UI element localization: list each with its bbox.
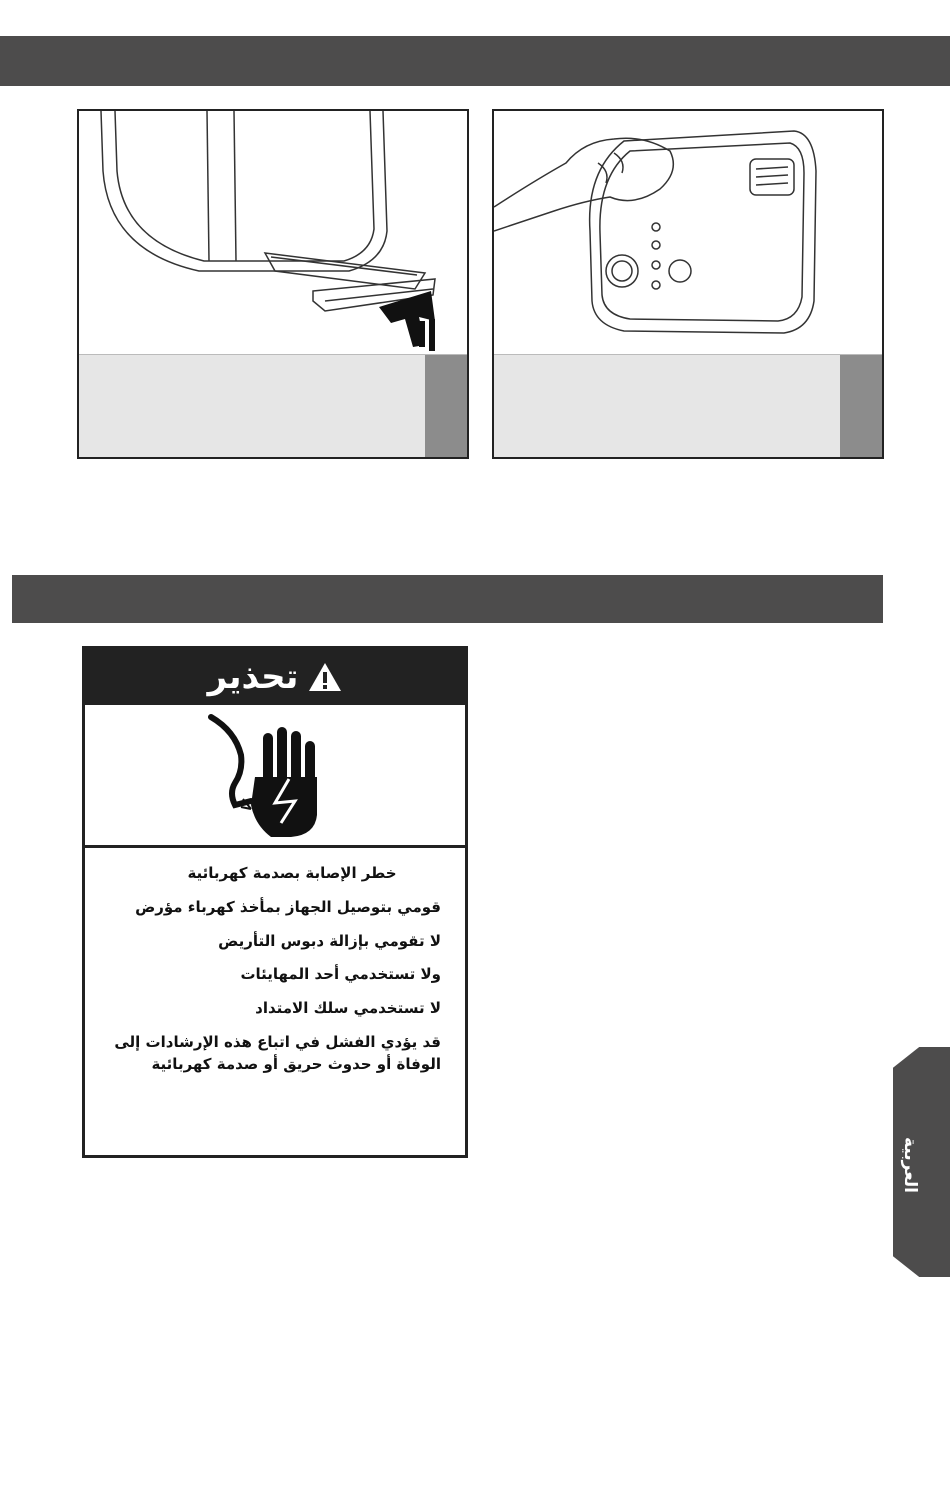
warning-line-grounded-outlet: قومي بتوصيل الجهاز بمأخذ كهرباء مؤرض — [135, 897, 441, 916]
push-arrow-icon — [379, 291, 435, 347]
warning-title: تحذير — [207, 657, 299, 697]
wipe-toaster-step-tab — [840, 355, 882, 457]
warning-line-shock-hazard: خطر الإصابة بصدمة كهربائية — [187, 864, 397, 882]
warning-header — [85, 649, 465, 705]
wipe-toaster-caption-area — [494, 354, 882, 457]
electric-shock-icon-area — [85, 705, 465, 848]
warning-line-consequence: قد يؤدي الفشل في اتباع هذه الإرشادات إلى الوفاة أو حدوث حريق أو صدمة كهربائية — [114, 1032, 441, 1073]
wipe-toaster-illustration — [494, 111, 882, 357]
warning-box — [82, 646, 468, 1158]
language-tab-label: العربية — [900, 1136, 921, 1194]
electric-shock-hand-icon — [85, 705, 471, 845]
warning-line-extension-cord: لا تستخدمي سلك الامتداد — [255, 999, 441, 1017]
section-header-bar — [12, 575, 883, 623]
crumb-tray-step-tab — [425, 355, 467, 457]
top-header-bar — [0, 36, 950, 86]
crumb-tray-caption-area — [79, 354, 467, 457]
warning-text-block — [103, 863, 441, 1087]
wipe-toaster-panel — [492, 109, 884, 459]
language-tab-label-wrap — [895, 1130, 925, 1200]
warning-line-adapter: ولا تستخدمي أحد المهايئات — [240, 965, 441, 984]
crumb-tray-panel — [77, 109, 469, 459]
crumb-tray-illustration — [79, 111, 467, 357]
warning-line-ground-prong: لا تقومي بإزالة دبوس التأريض — [218, 931, 441, 950]
warning-triangle-icon — [308, 662, 342, 692]
